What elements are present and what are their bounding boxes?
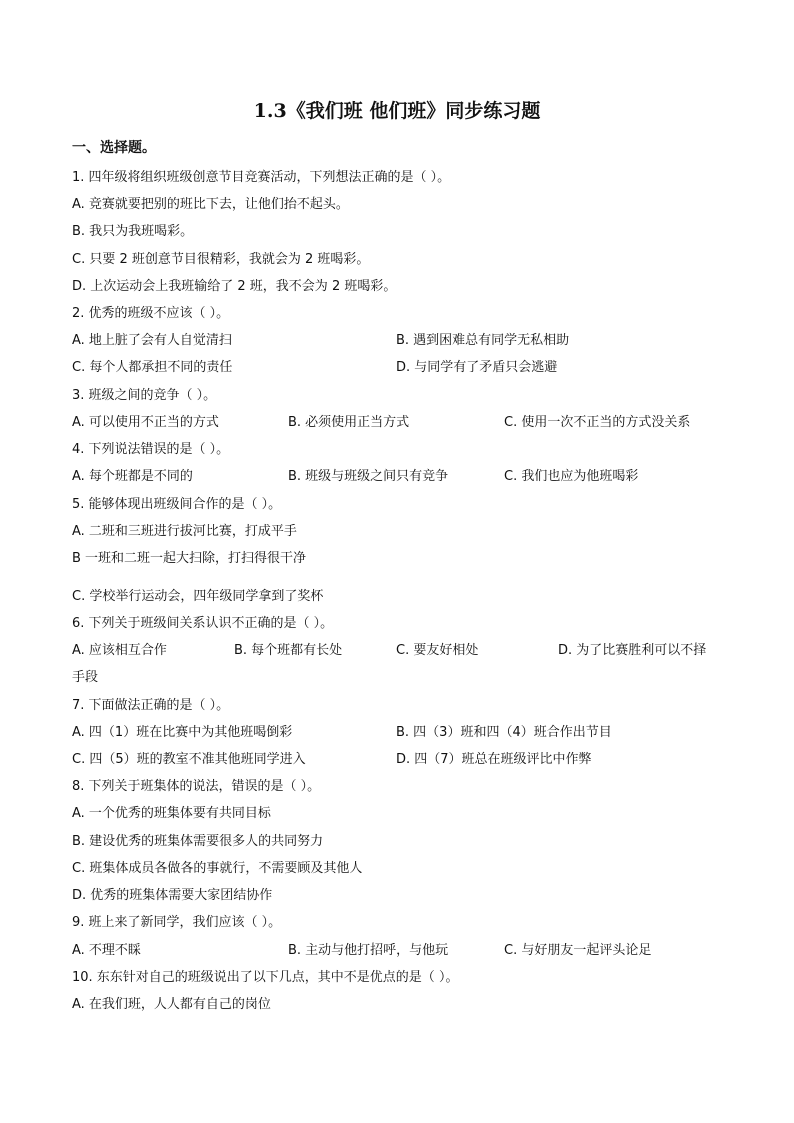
question-7-option-a: A. 四（1）班在比赛中为其他班喝倒彩 <box>72 725 293 740</box>
question-9-stem: 9. 班上来了新同学，我们应该（ ）。 <box>72 915 282 930</box>
question-2-option-d: D. 与同学有了矛盾只会逃避 <box>396 360 558 375</box>
question-7-option-c: C. 四（5）班的教室不准其他班同学进入 <box>72 752 306 767</box>
question-2-stem: 2. 优秀的班级不应该（ ）。 <box>72 306 230 321</box>
question-6-option-c: C. 要友好相处 <box>396 643 479 658</box>
question-2-option-b: B. 遇到困难总有同学无私相助 <box>396 333 570 348</box>
question-8-option-b: B. 建设优秀的班集体需要很多人的共同努力 <box>72 834 324 849</box>
question-5-option-b: B 一班和二班一起大扫除，打扫得很干净 <box>72 551 307 566</box>
question-3-option-b: B. 必须使用正当方式 <box>288 415 410 430</box>
question-5-option-a: A. 二班和三班进行拔河比赛，打成平手 <box>72 524 297 539</box>
question-10-stem: 10. 东东针对自己的班级说出了以下几点，其中不是优点的是（ ）。 <box>72 970 459 985</box>
question-5-stem: 5. 能够体现出班级间合作的是（ ）。 <box>72 497 282 512</box>
question-7-option-d: D. 四（7）班总在班级评比中作弊 <box>396 752 592 767</box>
question-3-stem: 3. 班级之间的竞争（ ）。 <box>72 388 217 403</box>
question-1-option-d: D. 上次运动会上我班输给了 2 班，我不会为 2 班喝彩。 <box>72 279 397 294</box>
question-9-option-a: A. 不理不睬 <box>72 943 141 958</box>
question-2-row-2 <box>72 358 722 378</box>
question-1-option-b: B. 我只为我班喝彩。 <box>72 224 194 239</box>
question-9-option-b: B. 主动与他打招呼，与他玩 <box>288 943 449 958</box>
question-9-option-c: C. 与好朋友一起评头论足 <box>504 943 652 958</box>
question-4-option-a: A. 每个班都是不同的 <box>72 469 193 484</box>
question-2-option-a: A. 地上脏了会有人自觉清扫 <box>72 333 232 348</box>
question-2-row-1 <box>72 331 722 351</box>
question-3-option-a: A. 可以使用不正当的方式 <box>72 415 219 430</box>
question-1-stem: 1. 四年级将组织班级创意节目竞赛活动，下列想法正确的是（ ）。 <box>72 170 451 185</box>
question-1-option-c: C. 只要 2 班创意节目很精彩，我就会为 2 班喝彩。 <box>72 252 370 267</box>
question-1-option-a: A. 竞赛就要把别的班比下去，让他们抬不起头。 <box>72 197 349 212</box>
question-4-option-b: B. 班级与班级之间只有竞争 <box>288 469 449 484</box>
question-8-option-a: A. 一个优秀的班集体要有共同目标 <box>72 806 271 821</box>
question-4-options <box>72 467 722 487</box>
section-heading: 一、选择题。 <box>72 140 156 156</box>
question-6-option-b: B. 每个班都有长处 <box>234 643 343 658</box>
question-6-options <box>72 641 722 661</box>
page-title: 1.3《我们班 他们班》同步练习题 <box>253 100 541 122</box>
question-4-stem: 4. 下列说法错误的是（ ）。 <box>72 442 230 457</box>
question-6-option-d-continued: 手段 <box>72 670 99 685</box>
question-3-options <box>72 413 722 433</box>
question-9-options <box>72 941 722 961</box>
question-7-row-1 <box>72 723 722 743</box>
question-10-option-a: A. 在我们班，人人都有自己的岗位 <box>72 997 271 1012</box>
question-5-option-c: C. 学校举行运动会，四年级同学拿到了奖杯 <box>72 589 324 604</box>
question-7-option-b: B. 四（3）班和四（4）班合作出节目 <box>396 725 612 740</box>
question-8-stem: 8. 下列关于班集体的说法，错误的是（ ）。 <box>72 779 321 794</box>
question-6-option-d: D. 为了比赛胜利可以不择 <box>558 643 707 658</box>
question-8-option-d: D. 优秀的班集体需要大家团结协作 <box>72 888 273 903</box>
question-8-option-c: C. 班集体成员各做各的事就行，不需要顾及其他人 <box>72 861 363 876</box>
question-3-option-c: C. 使用一次不正当的方式没关系 <box>504 415 691 430</box>
question-2-option-c: C. 每个人都承担不同的责任 <box>72 360 233 375</box>
question-6-stem: 6. 下列关于班级间关系认识不正确的是（ ）。 <box>72 616 334 631</box>
question-6-option-a: A. 应该相互合作 <box>72 643 167 658</box>
question-4-option-c: C. 我们也应为他班喝彩 <box>504 469 639 484</box>
question-7-row-2 <box>72 750 722 770</box>
question-7-stem: 7. 下面做法正确的是（ ）。 <box>72 698 230 713</box>
